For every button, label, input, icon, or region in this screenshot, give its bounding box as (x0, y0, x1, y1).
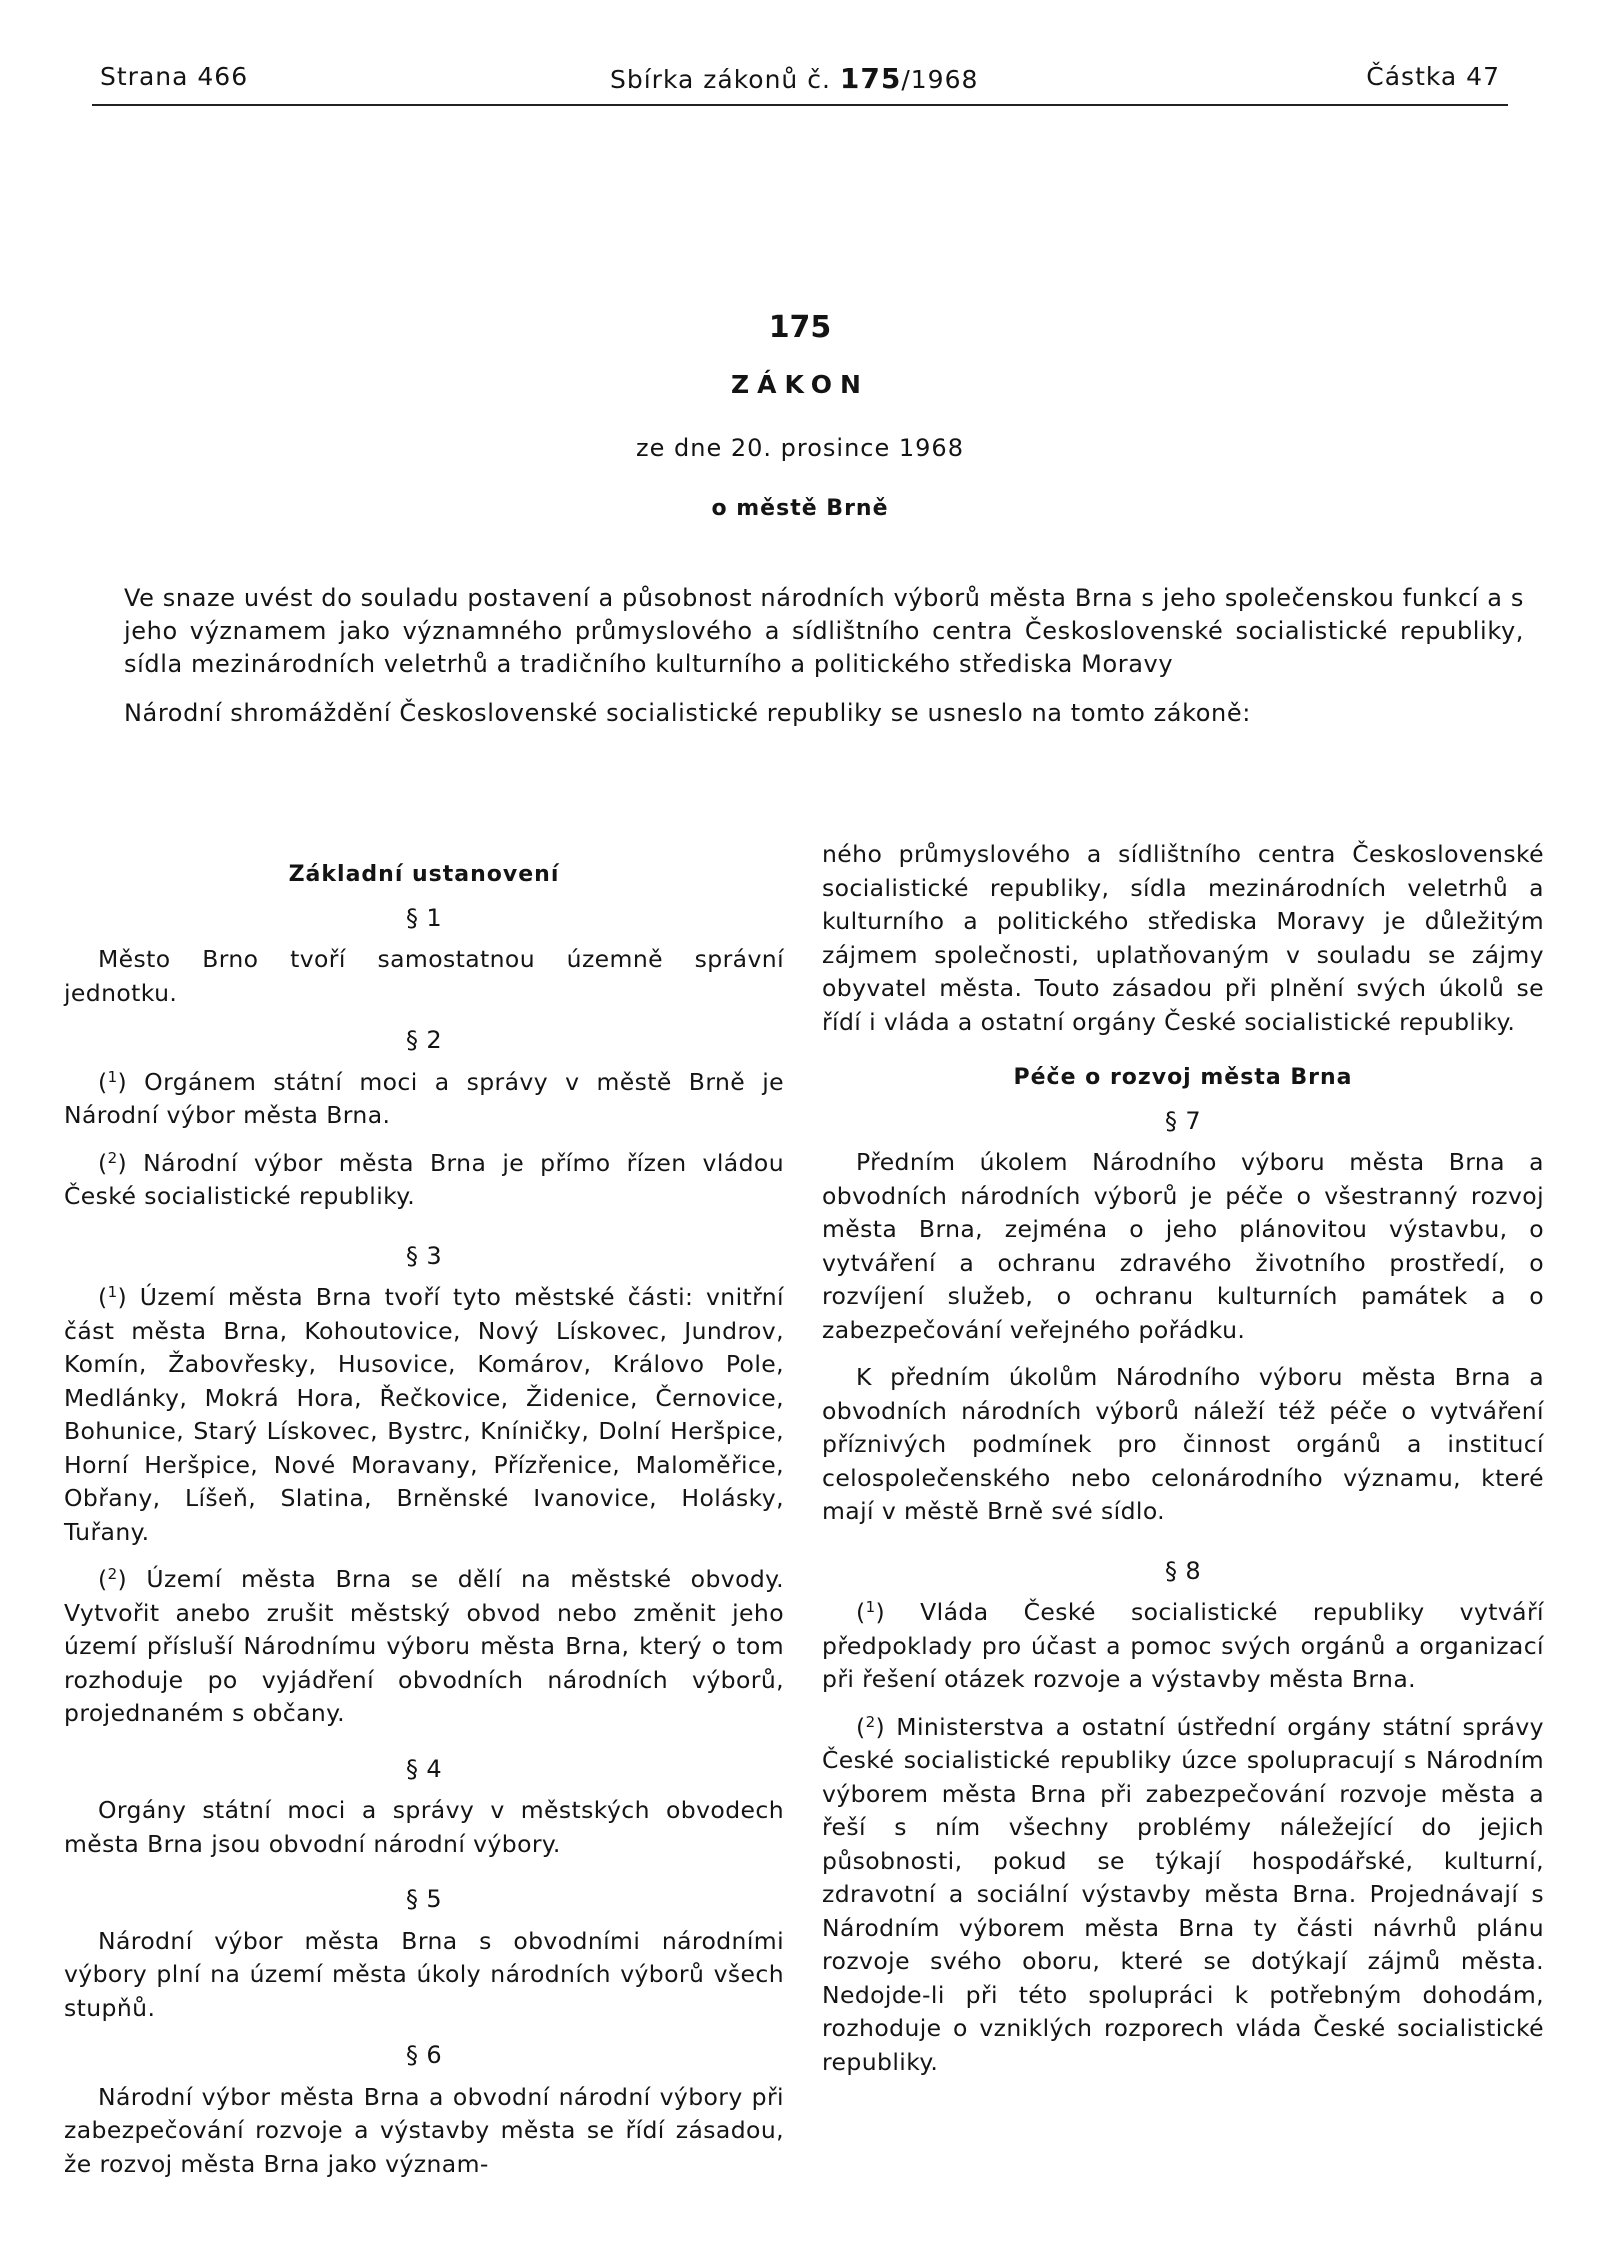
paragraph-number: 2 (107, 1565, 118, 1583)
paragraph: ($^1$) Vláda České socialistické republiky vytváří předpoklady pro účast a pomoc svých orgánů a organizací při řešení otázek rozvoje a výstavby města Brna. (822, 1598, 1544, 1693)
paragraph-number: 1 (107, 1283, 118, 1301)
law-title: o městě Brně (711, 496, 889, 521)
paragraph: ($^1$) Území města Brna tvoří tyto městské části: vnitřní část města Brna, Kohoutovice, Nový Lískovec, Jundrov, Komín, Žabovřesky, Husovice, Komárov, Královo Pole, Medlánky, Mokrá Hora, Řečkovice, Židenice, Černovice, Bohunice, Starý Lískovec, Bystrc, Kníničky, Dolní Heršpice, Horní Heršpice, Nové Moravany, Přízřenice, Maloměřice, Obřany, Líšeň, Slatina, Brněnské Ivanovice, Holásky, Tuřany. (64, 1283, 784, 1546)
right-column (822, 838, 1544, 2093)
part-number: Částka 47 (1366, 62, 1500, 91)
law-date: ze dne 20. prosince 1968 (636, 434, 964, 462)
section-heading: Základní ustanovení (288, 862, 560, 887)
paragraph-text: Území města Brna se dělí na městské obvody. Vytvořit anebo zrušit městský obvod nebo změnit jeho území přísluší Národnímu výboru města Brna, který o tom rozhoduje po vyjádření obvodních národních výborů, projednaném s občany. (64, 1565, 784, 1727)
section-text: Město Brno tvoří samostatnou územně správní jednotku. (64, 945, 784, 1007)
section-text-continued: ného průmyslového a sídlištního centra Československé socialistické republiky, sídla mezinárodních veletrhů a kulturního a politického střediska Moravy je důležitým zájmem společnosti, uplatňovaným v souladu se zájmy obyvatel města. Touto zásadou při plnění svých úkolů se řídí i vláda a ostatní orgány České socialistické republiky. (822, 840, 1544, 1036)
page-number: Strana 466 (100, 62, 249, 91)
section-text: Národní výbor města Brna a obvodní národní výbory při zabezpečování rozvoje a výstavby města se řídí zásadou, že rozvoj města Brna jako význam- (64, 2082, 784, 2178)
paragraph-number: 2 (865, 1712, 876, 1731)
paragraph-text: Národní výbor města Brna je přímo řízen vládou České socialistické republiky. (64, 1148, 784, 1210)
paragraph-text: K předním úkolům Národního výboru města Brna a obvodních národních výborů náleží též péče o vytváření příznivých podmínek pro činnost orgánů a institucí celospolečenského nebo celonárodního významu, které mají v městě Brně své sídlo. (822, 1363, 1544, 1525)
collection-reference (610, 62, 978, 95)
section-label: § 7 (1164, 1106, 1202, 1135)
preamble-paragraph: Ve snaze uvést do souladu postavení a působnost národních výborů města Brna s jeho společenskou funkcí a s jeho významem jako významného průmyslového a sídlištního centra Československé socialistické republiky, sídla mezinárodních veletrhů a tradičního kulturního a politického střediska Moravy (124, 584, 1524, 678)
left-column (64, 840, 784, 2195)
collection-prefix: Sbírka zákonů č. (610, 65, 831, 94)
law-type: ZÁKON (731, 370, 869, 399)
paragraph: ($^2$) Území města Brna se dělí na městské obvody. Vytvořit anebo zrušit městský obvod nebo změnit jeho území přísluší Národnímu výboru města Brna, který o tom rozhoduje po vyjádření obvodních národních výborů, projednaném s občany. (64, 1565, 784, 1727)
paragraph-text: Předním úkolem Národního výboru města Brna a obvodních národních výborů je péče o všestranný rozvoj města Brna, zejména o jeho plánovitou výstavbu, o vytváření a ochranu zdravého životního prostředí, o rozvíjení služeb, o ochranu kulturních památek a o zabezpečování veřejného pořádku. (822, 1148, 1544, 1344)
section-label: § 4 (405, 1754, 443, 1783)
paragraph-text: Ministerstva a ostatní ústřední orgány státní správy České socialistické republiky úzce spolupracují s Národním výborem města Brna při zabezpečování rozvoje města a řeší s ním všechny problémy náležející do jejich působnosti, pokud se týkají hospodářské, kulturní, zdravotní a sociální výstavby města Brna. Projednávají s Národním výborem města Brna ty části návrhů plánu rozvoje svého oboru, které se dotýkají zájmů města. Nedojde-li při této spolupráci k potřebným dohodám, rozhoduje o vzniklých rozporech vláda České socialistické republiky. (822, 1712, 1544, 2076)
section-text: Národní výbor města Brna s obvodními národními výbory plní na území města úkoly národních výborů všech stupňů. (64, 1926, 784, 2022)
law-number: 175 (768, 310, 832, 345)
paragraph-number: 1 (107, 1067, 118, 1086)
paragraph-number: 2 (107, 1148, 118, 1167)
paragraph-number: 1 (865, 1598, 876, 1616)
section-label: § 6 (405, 2041, 443, 2069)
enacting-clause: Národní shromáždění Československé socialistické republiky se usneslo na tomto zákoně: (124, 699, 1251, 727)
header-law-number: 175 (839, 62, 902, 95)
paragraph: ($^2$) Ministerstva a ostatní ústřední orgány státní správy České socialistické republiky úzce spolupracují s Národním výborem města Brna při zabezpečování rozvoje města a řeší s ním všechny problémy náležející do jejich působnosti, pokud se týkají hospodářské, kulturní, zdravotní a sociální výstavby města Brna. Projednávají s Národním výborem města Brna ty části návrhů plánu rozvoje svého oboru, které se dotýkají zájmů města. Nedojde-li při této spolupráci k potřebným dohodám, rozhoduje o vzniklých rozporech vláda České socialistické republiky. (822, 1712, 1544, 2076)
preamble (124, 582, 1524, 742)
header-divider (92, 104, 1508, 106)
paragraph: ($^2$) Národní výbor města Brna je přímo řízen vládou České socialistické republiky. (64, 1148, 784, 1210)
paragraph-text: Orgánem státní moci a správy v městě Brně je Národní výbor města Brna. (64, 1067, 784, 1129)
section-label: § 8 (1164, 1556, 1202, 1585)
section-text: Orgány státní moci a správy v městských obvodech města Brna jsou obvodní národní výbory. (64, 1796, 784, 1858)
header-year: /1968 (901, 65, 979, 94)
paragraph-text: Vláda České socialistické republiky vytváří předpoklady pro účast a pomoc svých orgánů a organizací při řešení otázek rozvoje a výstavby města Brna. (822, 1598, 1544, 1693)
section-label: § 2 (405, 1026, 443, 1054)
section-label: § 3 (405, 1241, 443, 1270)
section-label: § 5 (405, 1885, 443, 1913)
paragraph: ($^1$) Orgánem státní moci a správy v městě Brně je Národní výbor města Brna. (64, 1067, 784, 1129)
paragraph-text: Území města Brna tvoří tyto městské části: vnitřní část města Brna, Kohoutovice, Nový Lískovec, Jundrov, Komín, Žabovřesky, Husovice, Komárov, Královo Pole, Medlánky, Mokrá Hora, Řečkovice, Židenice, Černovice, Bohunice, Starý Lískovec, Bystrc, Kníničky, Dolní Heršpice, Horní Heršpice, Nové Moravany, Přízřenice, Maloměřice, Obřany, Líšeň, Slatina, Brněnské Ivanovice, Holásky, Tuřany. (64, 1283, 784, 1546)
section-label: § 1 (405, 903, 443, 932)
section-heading: Péče o rozvoj města Brna (1013, 1065, 1353, 1090)
